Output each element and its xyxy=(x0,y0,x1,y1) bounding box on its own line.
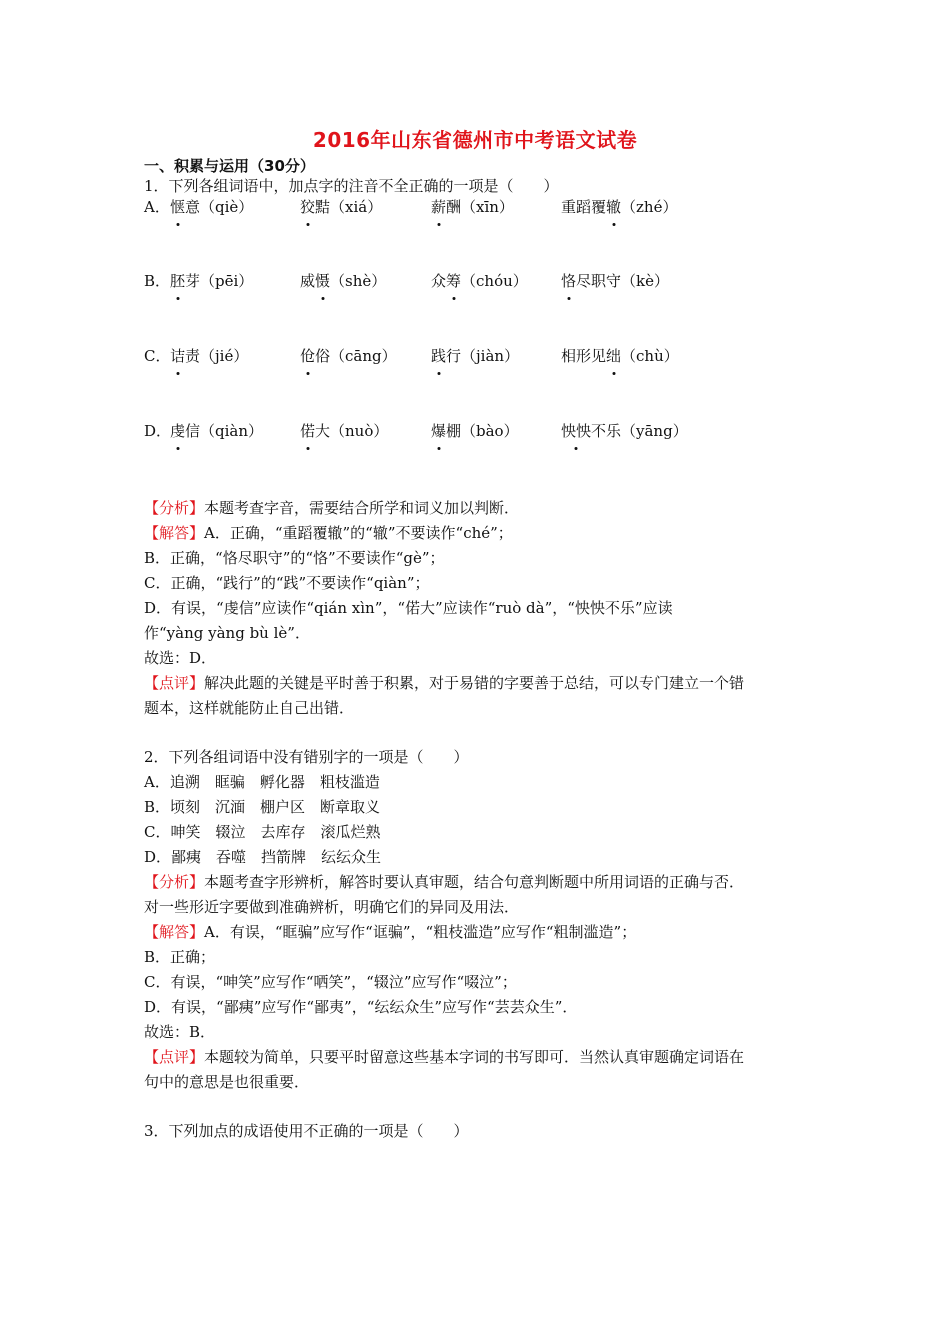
page-title: 2016年山东省德州市中考语文试卷 xyxy=(312,128,638,152)
q2-comment-1: 句中的意思是也很重要． xyxy=(144,1073,310,1091)
emphasized-character: 伧 xyxy=(300,347,316,365)
word-rest: 芽（pēi） xyxy=(185,272,254,290)
word-prefix: 相形见 xyxy=(561,347,607,365)
word-rest: 责（jié） xyxy=(185,347,249,365)
q2-analysis-0 xyxy=(144,872,744,892)
q1-word-item xyxy=(561,420,688,441)
comment-text: 解决此题的关键是平时善于积累，对于易错的字要善于总结，可以专门建立一个错 xyxy=(204,674,745,692)
answer-text: A．有误，“眶骗”应写作“诓骗”，“粗枝滥造”应写作“粗制滥造”； xyxy=(204,923,637,941)
emphasized-character: 薪 xyxy=(431,198,447,216)
q2-answer-3: D．有误，“鄙痍”应写作“鄙夷”，“纭纭众生”应写作“芸芸众生”． xyxy=(144,998,578,1016)
emphasized-character: 爆 xyxy=(431,422,447,440)
q1-word-item xyxy=(431,270,528,291)
emphasized-character: 恪 xyxy=(561,272,577,290)
analysis-tag: 【分析】 xyxy=(144,499,205,517)
q1-word-item xyxy=(431,420,519,441)
q1-word-item xyxy=(300,420,388,441)
q3-stem: 3．下列加点的成语使用不正确的一项是（ ） xyxy=(144,1122,469,1140)
q2-option-b: B．顷刻 沉湎 棚户区 断章取义 xyxy=(144,798,381,816)
emphasized-character: 惬 xyxy=(170,198,186,216)
emphasized-character: 狡 xyxy=(300,198,316,216)
word-rest: 俗（cāng） xyxy=(315,347,397,365)
emphasized-character: 胚 xyxy=(170,272,186,290)
q1-answer-5: 故选：D． xyxy=(144,649,217,667)
analysis-text: 本题考查字形辨析，解答时要认真审题，结合句意判断题中所用词语的正确与否． xyxy=(204,873,745,891)
q1-answer-2: C．正确，“践行”的“践”不要读作“qiàn”； xyxy=(144,574,430,592)
word-rest: 大（nuò） xyxy=(315,422,389,440)
word-prefix: 众 xyxy=(431,272,447,290)
word-rest: （chóu） xyxy=(461,272,528,290)
q1-word-item xyxy=(170,196,253,217)
q2-answer-2: C．有误，“呻笑”应写作“哂笑”，“辍泣”应写作“啜泣”； xyxy=(144,973,517,991)
q2-option-a: A．追溯 眶骗 孵化器 粗枝滥造 xyxy=(144,773,380,791)
word-rest: 不乐（yāng） xyxy=(591,422,688,440)
word-rest: 意（qiè） xyxy=(185,198,254,216)
emphasized-character: 怏怏 xyxy=(561,422,592,440)
q1-word-item xyxy=(170,420,263,441)
section-heading: 一、积累与运用（30分） xyxy=(144,157,315,175)
q1-word-item xyxy=(170,270,253,291)
emphasized-character: 践 xyxy=(431,347,447,365)
analysis-text: 本题考查字音，需要结合所学和词义加以判断． xyxy=(204,499,520,517)
emphasized-character: 慑 xyxy=(315,272,331,290)
q1-word-item xyxy=(561,345,679,366)
q1-answer-1: B．正确，“恪尽职守”的“恪”不要读作“gè”； xyxy=(144,549,445,567)
word-rest: （zhé） xyxy=(621,198,678,216)
emphasized-character: 筹 xyxy=(446,272,462,290)
word-prefix: 重蹈覆 xyxy=(561,198,607,216)
word-rest: 棚（bào） xyxy=(446,422,519,440)
q1-option-label: A． xyxy=(144,198,170,216)
word-rest: （shè） xyxy=(330,272,387,290)
word-rest: 行（jiàn） xyxy=(446,347,520,365)
q2-answer-0 xyxy=(144,922,636,942)
q1-stem: 1．下列各组词语中，加点字的注音不全正确的一项是（ ） xyxy=(144,177,559,195)
answer-tag: 【解答】 xyxy=(144,923,205,941)
q1-word-item xyxy=(561,196,677,217)
q2-analysis-1: 对一些形近字要做到准确辨析，明确它们的异同及用法． xyxy=(144,898,520,916)
comment-text: 本题较为简单，只要平时留意这些基本字词的书写即可．当然认真审题确定词语在 xyxy=(204,1048,745,1066)
q1-word-item xyxy=(431,345,519,366)
q2-answer-4: 故选：B． xyxy=(144,1023,216,1041)
word-rest: 信（qiàn） xyxy=(185,422,264,440)
comment-tag: 【点评】 xyxy=(144,674,205,692)
q2-comment-0 xyxy=(144,1047,744,1067)
word-rest: 尽职守（kè） xyxy=(576,272,669,290)
analysis-tag: 【分析】 xyxy=(144,873,205,891)
q1-answer-0 xyxy=(144,523,513,543)
answer-tag: 【解答】 xyxy=(144,524,205,542)
q1-word-item xyxy=(170,345,248,366)
q2-option-c: C．呻笑 辍泣 去库存 滚瓜烂熟 xyxy=(144,823,381,841)
q1-option-label: C． xyxy=(144,347,171,365)
q2-stem: 2．下列各组词语中没有错别字的一项是（ ） xyxy=(144,748,469,766)
q1-comment-1: 题本，这样就能防止自己出错． xyxy=(144,699,355,717)
q1-word-item xyxy=(300,196,382,217)
q2-answer-1: B．正确； xyxy=(144,948,216,966)
word-rest: 酬（xīn） xyxy=(446,198,514,216)
emphasized-character: 辙 xyxy=(606,198,622,216)
answer-text: A．正确，“重蹈覆辙”的“辙”不要读作“ché”； xyxy=(204,524,513,542)
emphasized-character: 绌 xyxy=(606,347,622,365)
word-prefix: 威 xyxy=(300,272,316,290)
word-rest: （chù） xyxy=(621,347,679,365)
emphasized-character: 诘 xyxy=(170,347,186,365)
word-rest: 黠（xiá） xyxy=(315,198,383,216)
q1-answer-4: 作“yàng yàng bù lè”． xyxy=(144,624,310,642)
q1-option-label: B． xyxy=(144,272,171,290)
q1-comment-0 xyxy=(144,673,744,693)
q1-answer-3: D．有误，“虔信”应读作“qián xìn”，“偌大”应读作“ruò dà”，“怏怏不乐”应读 xyxy=(144,599,673,617)
q1-option-label: D． xyxy=(144,422,172,440)
q2-option-d: D．鄙痍 吞噬 挡箭牌 纭纭众生 xyxy=(144,848,382,866)
q1-word-item xyxy=(561,270,669,291)
q1-analysis xyxy=(144,498,519,518)
q1-word-item xyxy=(431,196,514,217)
emphasized-character: 偌 xyxy=(300,422,316,440)
emphasized-character: 虔 xyxy=(170,422,186,440)
q1-word-item xyxy=(300,345,397,366)
comment-tag: 【点评】 xyxy=(144,1048,205,1066)
q1-word-item xyxy=(300,270,386,291)
